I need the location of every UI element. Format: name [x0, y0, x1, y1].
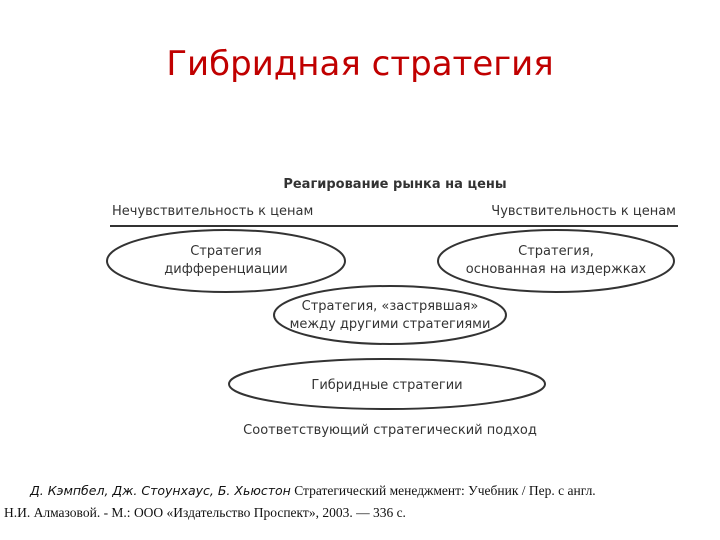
differentiation-line-2: дифференциации: [164, 262, 288, 277]
stuck-strategy-ellipse: [274, 286, 506, 344]
diagram-heading: Реагирование рынка на цены: [283, 177, 507, 192]
cost-based-strategy-ellipse: [438, 230, 674, 292]
citation-authors: Д. Кэмпбел, Дж. Стоунхаус, Б. Хьюстон: [30, 483, 291, 498]
stuck-line-2: между другими стратегиями: [289, 317, 491, 332]
differentiation-strategy-ellipse: [107, 230, 345, 292]
differentiation-line-1: Стратегия: [190, 244, 262, 259]
citation-line-2: Н.И. Алмазовой. - М.: ООО «Издательство Проспект», 2003. — 336 с.: [4, 505, 406, 520]
cost-based-line-2: основанная на издержках: [465, 262, 647, 277]
citation-title: Стратегический менеджмент: Учебник / Пер. с англ.: [290, 483, 596, 498]
scale-right-label: Чувствительность к ценам: [491, 204, 676, 219]
hybrid-label: Гибридные стратегии: [311, 378, 463, 393]
diagram-canvas: [0, 160, 720, 450]
strategy-diagram: [0, 160, 720, 450]
stuck-line-1: Стратегия, «застрявшая»: [301, 299, 479, 314]
citation-line-1: [4, 480, 716, 502]
citation: [4, 480, 716, 524]
cost-based-line-1: Стратегия,: [518, 244, 594, 259]
slide-title: Гибридная стратегия: [166, 44, 554, 84]
diagram-footer: Соответствующий стратегический подход: [243, 423, 537, 438]
scale-left-label: Нечувствительность к ценам: [112, 204, 314, 219]
